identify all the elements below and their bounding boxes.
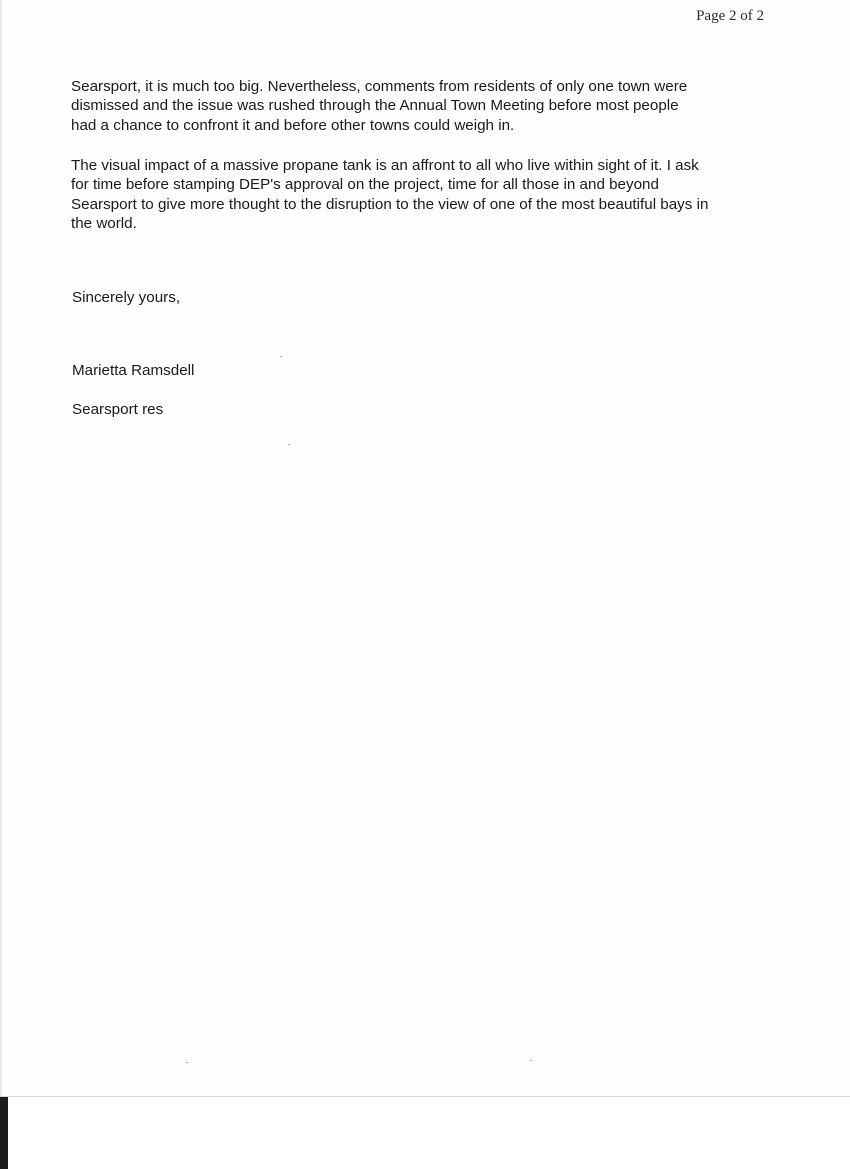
signature-name: Marietta Ramsdell xyxy=(72,362,195,379)
signature-location: Searsport res xyxy=(72,401,164,418)
paragraph-line: for time before stamping DEP's approval on the project, time for all those in and beyond xyxy=(71,176,659,194)
paragraph-line: Searsport, it is much too big. Nevertheless, comments from residents of only one town were xyxy=(71,78,688,95)
paragraph-line: dismissed and the issue was rushed through the Annual Town Meeting before most people xyxy=(71,97,679,115)
scan-speck xyxy=(288,444,290,445)
paragraph-line: Searsport to give more thought to the disruption to the view of one of the most beautiful bays in xyxy=(71,195,709,213)
scan-speck xyxy=(186,1062,188,1063)
scan-speck xyxy=(280,356,282,357)
scan-bottom-shadow xyxy=(0,1097,8,1169)
paragraph-line: the world. xyxy=(71,214,137,232)
body-paragraph-1 xyxy=(71,77,771,135)
scan-speck xyxy=(530,1060,532,1061)
scan-bottom-margin xyxy=(0,1097,850,1169)
page-number: Page 2 of 2 xyxy=(696,8,764,24)
closing-salutation: Sincerely yours, xyxy=(72,289,181,306)
paragraph-line: The visual impact of a massive propane tank is an affront to all who live within sight of it. I ask xyxy=(71,157,699,174)
body-paragraph-2 xyxy=(71,156,771,233)
paragraph-line: had a chance to confront it and before other towns could weigh in. xyxy=(71,116,515,134)
